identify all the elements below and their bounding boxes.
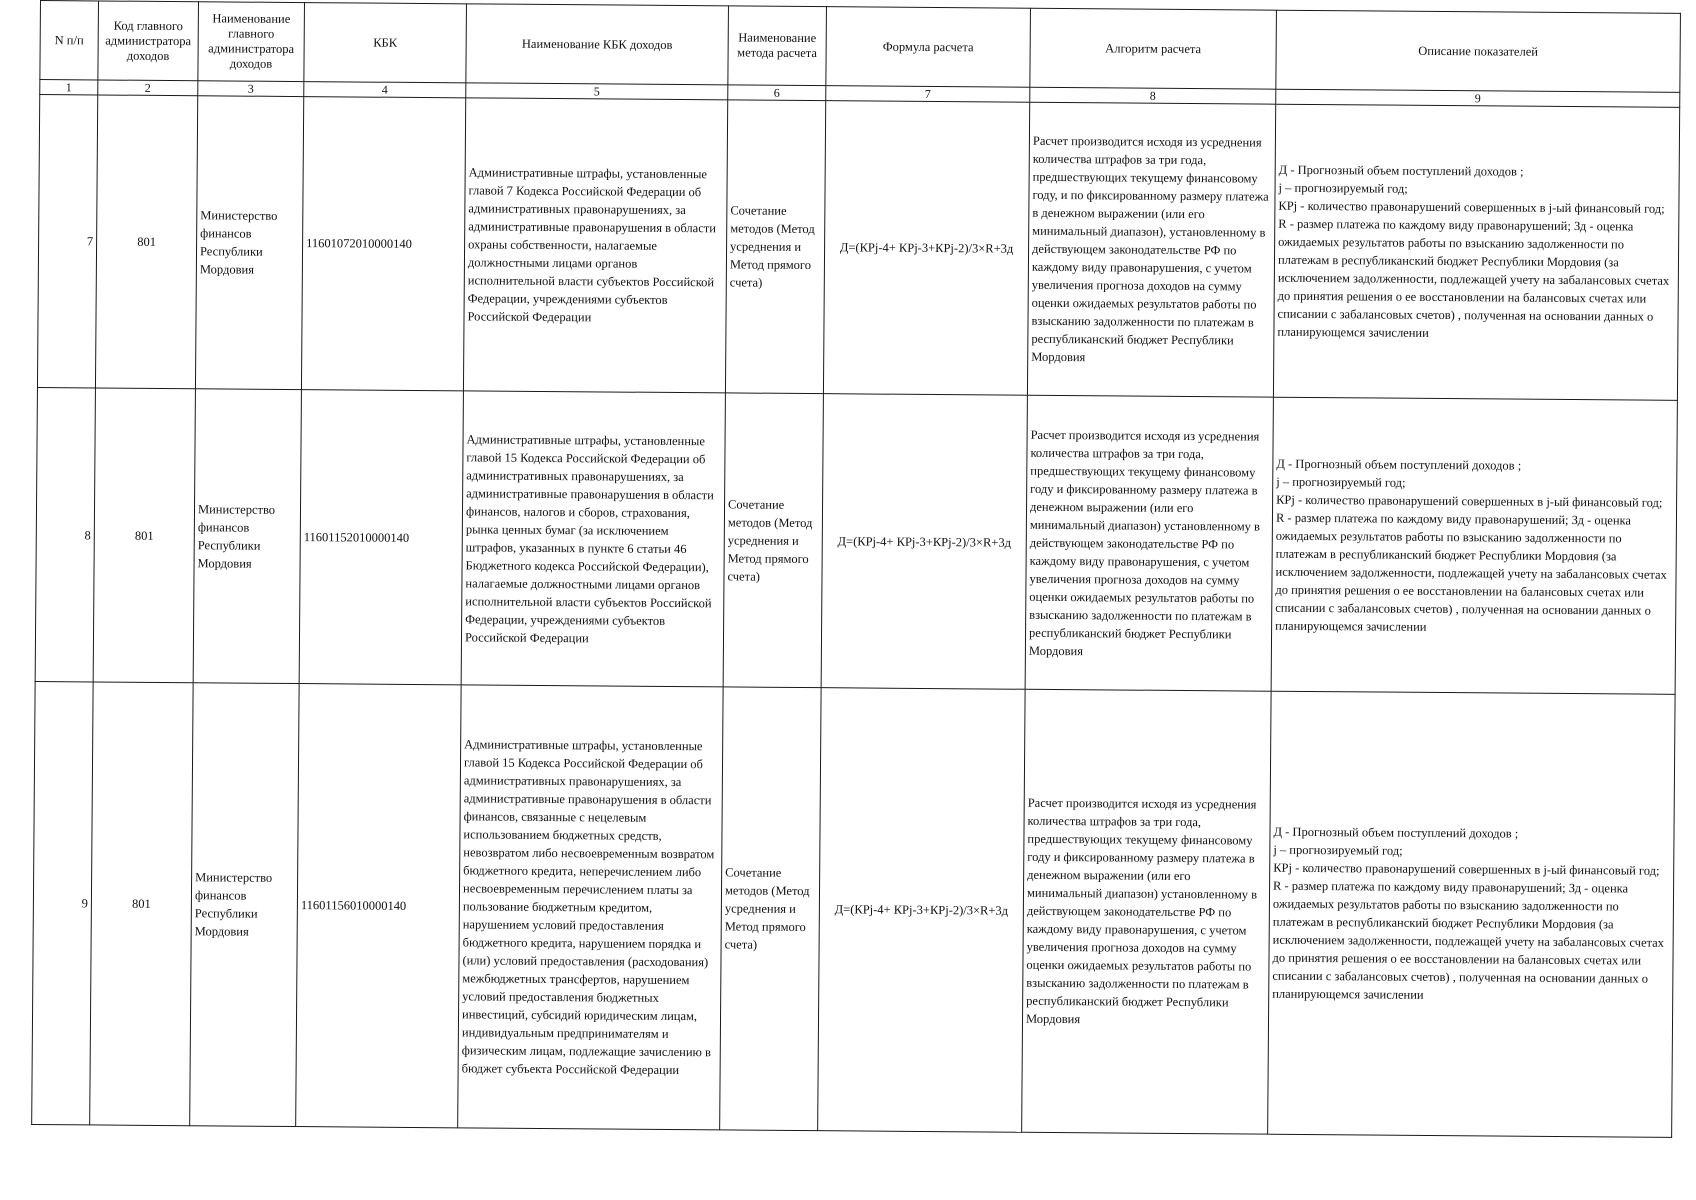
- table-header-row: [40, 1, 1681, 93]
- header-algorithm: Алгоритм расчета: [1030, 8, 1277, 89]
- admin-code: 801: [95, 95, 197, 389]
- calc-method: Сочетание методов (Метод усреднения и Метод прямого счета): [723, 393, 823, 688]
- kbk-name: Административные штрафы, установленные главой 15 Кодекса Российской Федерации об административных правонарушениях, за административные правонарушения в области финансов, связанные с нецелевым использованием бюджетных средств, невозвратом либо несвоевременным возвратом бюджетного кредита, неперечислением либо несвоевременным перечислением платы за пользование бюджетным кредитом, нарушением условий предоставления бюджетного кредита, нарушением порядка и (или) условий предоставления (расходования) межбюджетных трансфертов, нарушением условий предоставления бюджетных инвестиций, субсидий юридическим лицам, индивидуальным предпринимателям и физическим лицам, подлежащие зачислению в бюджет субъекта Российской Федерации: [458, 685, 723, 1130]
- calc-formula: Д=(КРj-4+ КРj-3+КРj-2)/3×R+3д: [821, 394, 1027, 690]
- row-number: 9: [32, 681, 93, 1124]
- indicator-description: Д - Прогнозный объем поступлений доходов ; j – прогнозируемый год; КРj - количество правонарушений совершенных в j-ый финансовый год; R - размер платежа по каждому виду правонарушений; Зд - оценка ожидаемых результатов работы по взысканию задолженности по платежам в республиканский бюджет Республики Мордовия (за исключением задолженности, подлежащей учету на забалансовых счетах до принятия решения о ее восстановлении на балансовых счетах или списании с забалансовых счетов) , полученная на основании данных о планирующемся зачислении: [1271, 397, 1677, 694]
- column-number: 7: [826, 86, 1030, 103]
- admin-code: 801: [93, 388, 195, 683]
- column-number: 9: [1276, 89, 1680, 107]
- header-admin-code: Код главного администратора доходов: [98, 1, 199, 81]
- indicator-description: Д - Прогнозный объем поступлений доходов ; j – прогнозируемый год; КРj - количество правонарушений совершенных в j-ый финансовый год; R - размер платежа по каждому виду правонарушений; Зд - оценка ожидаемых результатов работы по взысканию задолженности по платежам в республиканский бюджет Республики Мордовия (за исключением задолженности, подлежащей учету на забалансовых счетах до принятия решения о ее восстановлении на балансовых счетах или списании с забалансовых счетов) , полученная на основании данных о планирующемся зачислении: [1273, 104, 1679, 400]
- kbk-code: 11601156010000140: [296, 684, 461, 1128]
- row-number: 8: [35, 387, 95, 681]
- admin-name: Министерство финансов Республики Мордовия: [193, 389, 301, 684]
- calc-algorithm: Расчет производится исходя из усреднения количества штрафов за три года, предшествующих текущему финансовому году, и по фиксированному размеру платежа в денежном выражении (или его минимальный диапазон), установленному в действующем законодательстве РФ по каждому виду правонарушения, с учетом увеличения прогноза доходов на сумму оценки ожидаемых результатов работы по взысканию задолженности по платежам в республиканский бюджет Республики Мордовия: [1027, 102, 1275, 397]
- column-number: 1: [40, 80, 98, 95]
- row-number: 7: [37, 95, 97, 388]
- column-number: 8: [1030, 87, 1276, 104]
- header-admin-name: Наименование главного администратора доходов: [198, 2, 305, 82]
- kbk-code: 11601072010000140: [301, 97, 465, 391]
- column-number: 5: [466, 83, 728, 100]
- kbk-code: 11601152010000140: [299, 390, 463, 685]
- column-number: 4: [304, 82, 466, 98]
- calc-method: Сочетание методов (Метод усреднения и Метод прямого счета): [720, 687, 821, 1131]
- header-kbk-name: Наименование КБК доходов: [466, 4, 729, 85]
- header-kbk: КБК: [304, 3, 467, 83]
- header-method: Наименование метода расчета: [728, 6, 827, 86]
- kbk-name: Административные штрафы, установленные главой 15 Кодекса Российской Федерации об административных правонарушениях, за административные правонарушения в области финансов, налогов и сборов, страхования, рынка ценных бумаг (за исключением штрафов, указанных в пункте 6 статьи 46 Бюджетного кодекса Российской Федерации), налагаемые должностными лицами органов исполнительной власти субъектов Российской Федерации, учреждениями субъектов Российской Федерации: [461, 391, 725, 687]
- column-number: 2: [98, 80, 198, 96]
- admin-code: 801: [90, 682, 193, 1126]
- table-row: [35, 387, 1677, 694]
- indicator-description: Д - Прогнозный объем поступлений доходов ; j – прогнозируемый год; КРj - количество правонарушений совершенных в j-ый финансовый год; R - размер платежа по каждому виду правонарушений; Зд - оценка ожидаемых результатов работы по взысканию задолженности по платежам в республиканский бюджет Республики Мордовия (за исключением задолженности, подлежащей учету на забалансовых счетах до принятия решения о ее восстановлении на балансовых счетах или списании с забалансовых счетов) , полученная на основании данных о планирующемся зачислении: [1268, 691, 1675, 1137]
- table-row: [37, 95, 1679, 401]
- header-number: N п/п: [40, 1, 99, 80]
- column-number: 3: [198, 81, 304, 97]
- calc-algorithm: Расчет производится исходя из усреднения количества штрафов за три года, предшествующих текущему финансовому году и фиксированному размеру платежа в денежном выражении (или его минимальный диапазон) установленному в действующем законодательстве РФ по каждому виду правонарушения, с учетом увеличения прогноза доходов на сумму оценки ожидаемых результатов работы по взысканию задолженности по платежам в республиканский бюджет Республики Мордовия: [1022, 689, 1271, 1134]
- document-sheet: [31, 0, 1680, 1131]
- admin-name: Министерство финансов Республики Мордовия: [190, 683, 299, 1127]
- kbk-name: Административные штрафы, установленные главой 7 Кодекса Российской Федерации об административных правонарушениях, за административные правонарушения в области охраны собственности, налагаемые должностными лицами органов исполнительной власти субъектов Российской Федерации, учреждениями субъектов Российской Федерации: [463, 98, 727, 393]
- header-description: Описание показателей: [1276, 10, 1681, 92]
- calc-formula: Д=(КРj-4+ КРj-3+КРj-2)/3×R+3д: [823, 101, 1029, 396]
- calc-algorithm: Расчет производится исходя из усреднения количества штрафов за три года, предшествующих текущему финансовому году и фиксированному размеру платежа в денежном выражении (или его минимальный диапазон) установленному в действующем законодательстве РФ по каждому виду правонарушения, с учетом увеличения прогноза доходов на сумму оценки ожидаемых результатов работы по взысканию задолженности по платежам в республиканский бюджет Республики Мордовия: [1025, 395, 1273, 691]
- table-row: [32, 681, 1675, 1137]
- column-number: 6: [728, 85, 826, 101]
- calc-method: Сочетание методов (Метод усреднения и Метод прямого счета): [725, 100, 825, 394]
- admin-name: Министерство финансов Республики Мордовия: [195, 96, 303, 390]
- header-formula: Формула расчета: [826, 7, 1031, 88]
- calc-formula: Д=(КРj-4+ КРj-3+КРj-2)/3×R+3д: [818, 688, 1025, 1133]
- revenue-forecast-table: [31, 0, 1681, 1138]
